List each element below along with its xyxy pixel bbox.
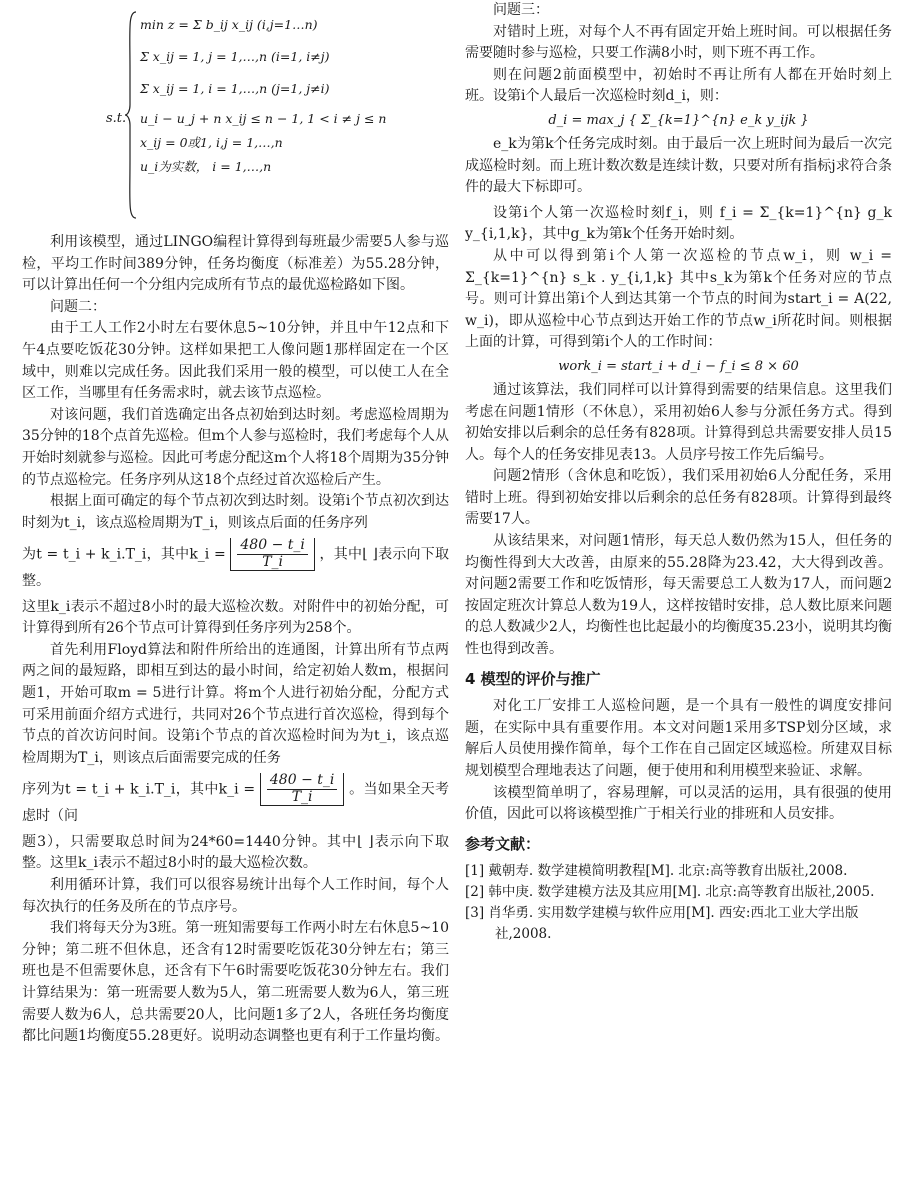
paragraph-q2-staggered: 问题2情形（含休息和吃饭），我们采用初始6人分配任务，采用错时上班。得到初始安排以后剩余的总任务有828项。计算得到最终需要17人。 xyxy=(465,468,892,528)
paragraph-q2-task-sequence: 根据上面可确定的每个节点初次到达时刻。设第i个节点初次到达时刻为t_i，该点巡检周期为T_i，则该点后面的任务序列 xyxy=(22,493,449,531)
right-column xyxy=(465,0,892,945)
objective-function: min z = Σ b_ij x_ij (i,j=1…n) xyxy=(140,17,318,32)
constraint-5: u_i为实数， i = 1,…,n xyxy=(140,159,272,174)
paragraph-comparison: 从该结果来，对问题1情形，每天总人数仍然为15人，但任务的均衡性得到大大改善，由原来的55.28降为23.42，大大得到改善。对问题2需要工作和吃饭情形，每天需要总工人数为17人，而问题2按固定班次计算总人数为19人，这样按错时安排，总人数比原来问题的总人数减少2人，均衡性也比起最小的均衡度35.23小，说明其均衡性也得到改善。 xyxy=(465,533,892,658)
left-column xyxy=(22,0,449,1048)
tsp-model-formula xyxy=(22,0,449,228)
paragraph-first-node: 从中可以得到第i个人第一次巡检的节点w_i，则 w_i = Σ_{k=1}^{n} s_k . y_{i,1,k} 其中s_k为第k个任务对应的节点号。则可计算出第i个人到达其第一个节点的时间为start_i = A(22, w_i)，即从巡检中心节点到达开始工作的节点w_i所花时间。则根据上面的计算，可得到第i个人的工作时间： xyxy=(465,247,892,351)
paragraph-k-meaning: 这里k_i表示不超过8小时的最大巡检次数。对附件中的初始分配，可计算得到所有26个节点可计算得到任务序列为258个。 xyxy=(22,598,449,637)
equation-work-time: work_i = start_i + d_i − f_i ≤ 8 × 60 xyxy=(558,358,799,374)
question-3-title: 问题三： xyxy=(493,2,549,18)
paragraph-promotion: 该模型简单明了，容易理解，可以灵活的运用，具有很强的使用价值，因此可以将该模型推广于相关行业的排班和人员安排。 xyxy=(465,784,892,823)
paragraph-three-shifts: 我们将每天分为3班。第一班知需要每工作两小时左右休息5~10分钟；第二班不但休息，还含有12时需要吃饭花30分钟左右；第三班也是不但需要休息，还含有下午6时需要吃饭花30分钟左右。我们计算结果为：第一班需要人数为5人，第二班需要人数为6人，第三班需要人数为6人，总共需要20人，比问题1多了2人，各班任务均衡度都比问题1均衡度55.28更好。说明动态调整也更有利于工作量均衡。 xyxy=(22,920,449,1045)
left-brace-icon xyxy=(124,10,138,220)
references-heading: 参考文献： xyxy=(465,834,541,853)
paragraph-full-day: 题3），只需要取总时间为24*60=1440分钟。其中⌊ ⌋表示向下取整。这里k_i表示不超过8小时的最大巡检次数。 xyxy=(22,833,449,872)
constraint-4: x_ij = 0或1, i,j = 1,…,n xyxy=(140,135,283,150)
paragraph-q2-intro: 由于工人工作2小时左右要休息5~10分钟，并且中午12点和下午4点要吃饭花30分钟。这样如果把工人像问题1那样固定在一个区域中，则难以完成任务。因此我们采用一般的模型，可以使工人在全区工作，当哪里有任务需求时，就去该节点巡检。 xyxy=(22,320,449,402)
equation-last-time: d_i = max_j { Σ_{k=1}^{n} e_k y_ijk } xyxy=(548,112,809,128)
paragraph-staggered-shift: 对错时上班，对每个人不再有固定开始上班时间。可以根据任务需要随时参与巡检，只要工作满8小时，则下班不再工作。 xyxy=(465,23,892,62)
paragraph-last-inspection: 则在问题2前面模型中，初始时不再让所有人都在开始时刻上班。设第i个人最后一次巡检时刻d_i，则： xyxy=(465,66,892,105)
paragraph-floyd: 首先利用Floyd算法和附件所给出的连通图，计算出所有节点两两之间的最短路，即相互到达的最小时间，给定初始人数m，根据问题1，开始可取m = 5进行计算。将m个人进行初始分配，分配方式可采用前面介绍方式进行，共同对26个节点进行首次巡检，得到每个节点的首次访问时间。设第i个节点的首次巡检时间为为t_i，该点巡检周期为T_i，则该点后面需要完成的任务 xyxy=(22,641,449,766)
task-sequence-formula-2: 序列为t = t_i + k_i.T_i，其中k_i = $\frac{480 - t\_i}{T\_i}$ 。当如果全天考虑时（问 xyxy=(22,772,450,825)
question-2-title: 问题二： xyxy=(50,298,106,315)
paragraph-q2-first-arrival: 对该问题，我们首选确定出各点初始到达时刻。考虑巡检周期为35分钟的18个点首先巡检。但m个人参与巡检时，我们考虑每个人从开始时刻就参与巡检。因此可考虑分配这m个人将18个周期为35分钟的节点巡检完。任务序列从这18个点经过首次巡检后产生。 xyxy=(22,406,449,488)
constraint-2: Σ x_ij = 1, i = 1,…,n (j=1, j≠i) xyxy=(140,81,330,96)
paragraph-algorithm-result: 通过该算法，我们同样可以计算得到需要的结果信息。这里我们考虑在问题1情形（不休息），采用初始6人参与分派任务方式。得到初始安排以后剩余的总任务有828项。计算得到总共需要安排人员15人。每个人的任务安排见表13。人员序号按工作先后编号。 xyxy=(465,381,892,463)
floor-bracket: $\frac{480 - t\_i}{T\_i}$ xyxy=(230,538,314,571)
constraint-1: Σ x_ij = 1, j = 1,…,n (i=1, i≠j) xyxy=(140,49,330,64)
reference-item: [2] 韩中庚. 数学建模方法及其应用[M]. 北京:高等教育出版社,2005. xyxy=(465,884,875,901)
paragraph-ek-meaning: e_k为第k个任务完成时刻。由于最后一次上班时间为最后一次完成巡检时刻。而上班计数次数是连续计数，只要对所有指标j求符合条件的最大下标即可。 xyxy=(465,135,892,196)
floor-bracket: $\frac{480 - t\_i}{T\_i}$ xyxy=(260,773,344,806)
section-4-heading: 4 模型的评价与推广 xyxy=(465,669,601,688)
paragraph-loop-calc: 利用循环计算，我们可以很容易统计出每个人工作时间，每个人每次执行的任务及所在的节点序号。 xyxy=(22,877,449,915)
task-sequence-formula-1: 为t = t_i + k_i.T_i，其中k_i = $\frac{480 - t\_i}{T\_i}$ ，其中⌊ ⌋表示向下取整。 xyxy=(22,537,450,590)
reference-item: [3] 肖华勇. 实用数学建模与软件应用[M]. 西安:西北工业大学出版社,2008. xyxy=(465,905,859,943)
reference-item: [1] 戴朝寿. 数学建模简明教程[M]. 北京:高等教育出版社,2008. xyxy=(465,863,848,880)
paragraph-first-inspection: 设第i个人第一次巡检时刻f_i，则 f_i = Σ_{k=1}^{n} g_k y_{i,1,k}，其中g_k为第k个任务开始时刻。 xyxy=(465,204,892,243)
paragraph-lingo-result: 利用该模型，通过LINGO编程计算得到每班最少需要5人参与巡检，平均工作时间389分钟，任务均衡度（标准差）为55.28分钟，可以计算出任何一个分组内完成所有节点的最优巡检路如下图。 xyxy=(22,234,449,294)
constraint-3: u_i − u_j + n x_ij ≤ n − 1, 1 < i ≠ j ≤ n xyxy=(140,111,387,126)
paragraph-evaluation: 对化工厂安排工人巡检问题，是一个具有一般性的调度安排问题，在实际中具有重要作用。本文对问题1采用多TSP划分区域，求解后人员使用操作简单，每个工作在自己固定区域巡检。所建双目标规划模型合理地表达了问题，便于使用和利用模型来验证、求解。 xyxy=(465,698,892,779)
subject-to-label: s.t. xyxy=(106,111,127,126)
